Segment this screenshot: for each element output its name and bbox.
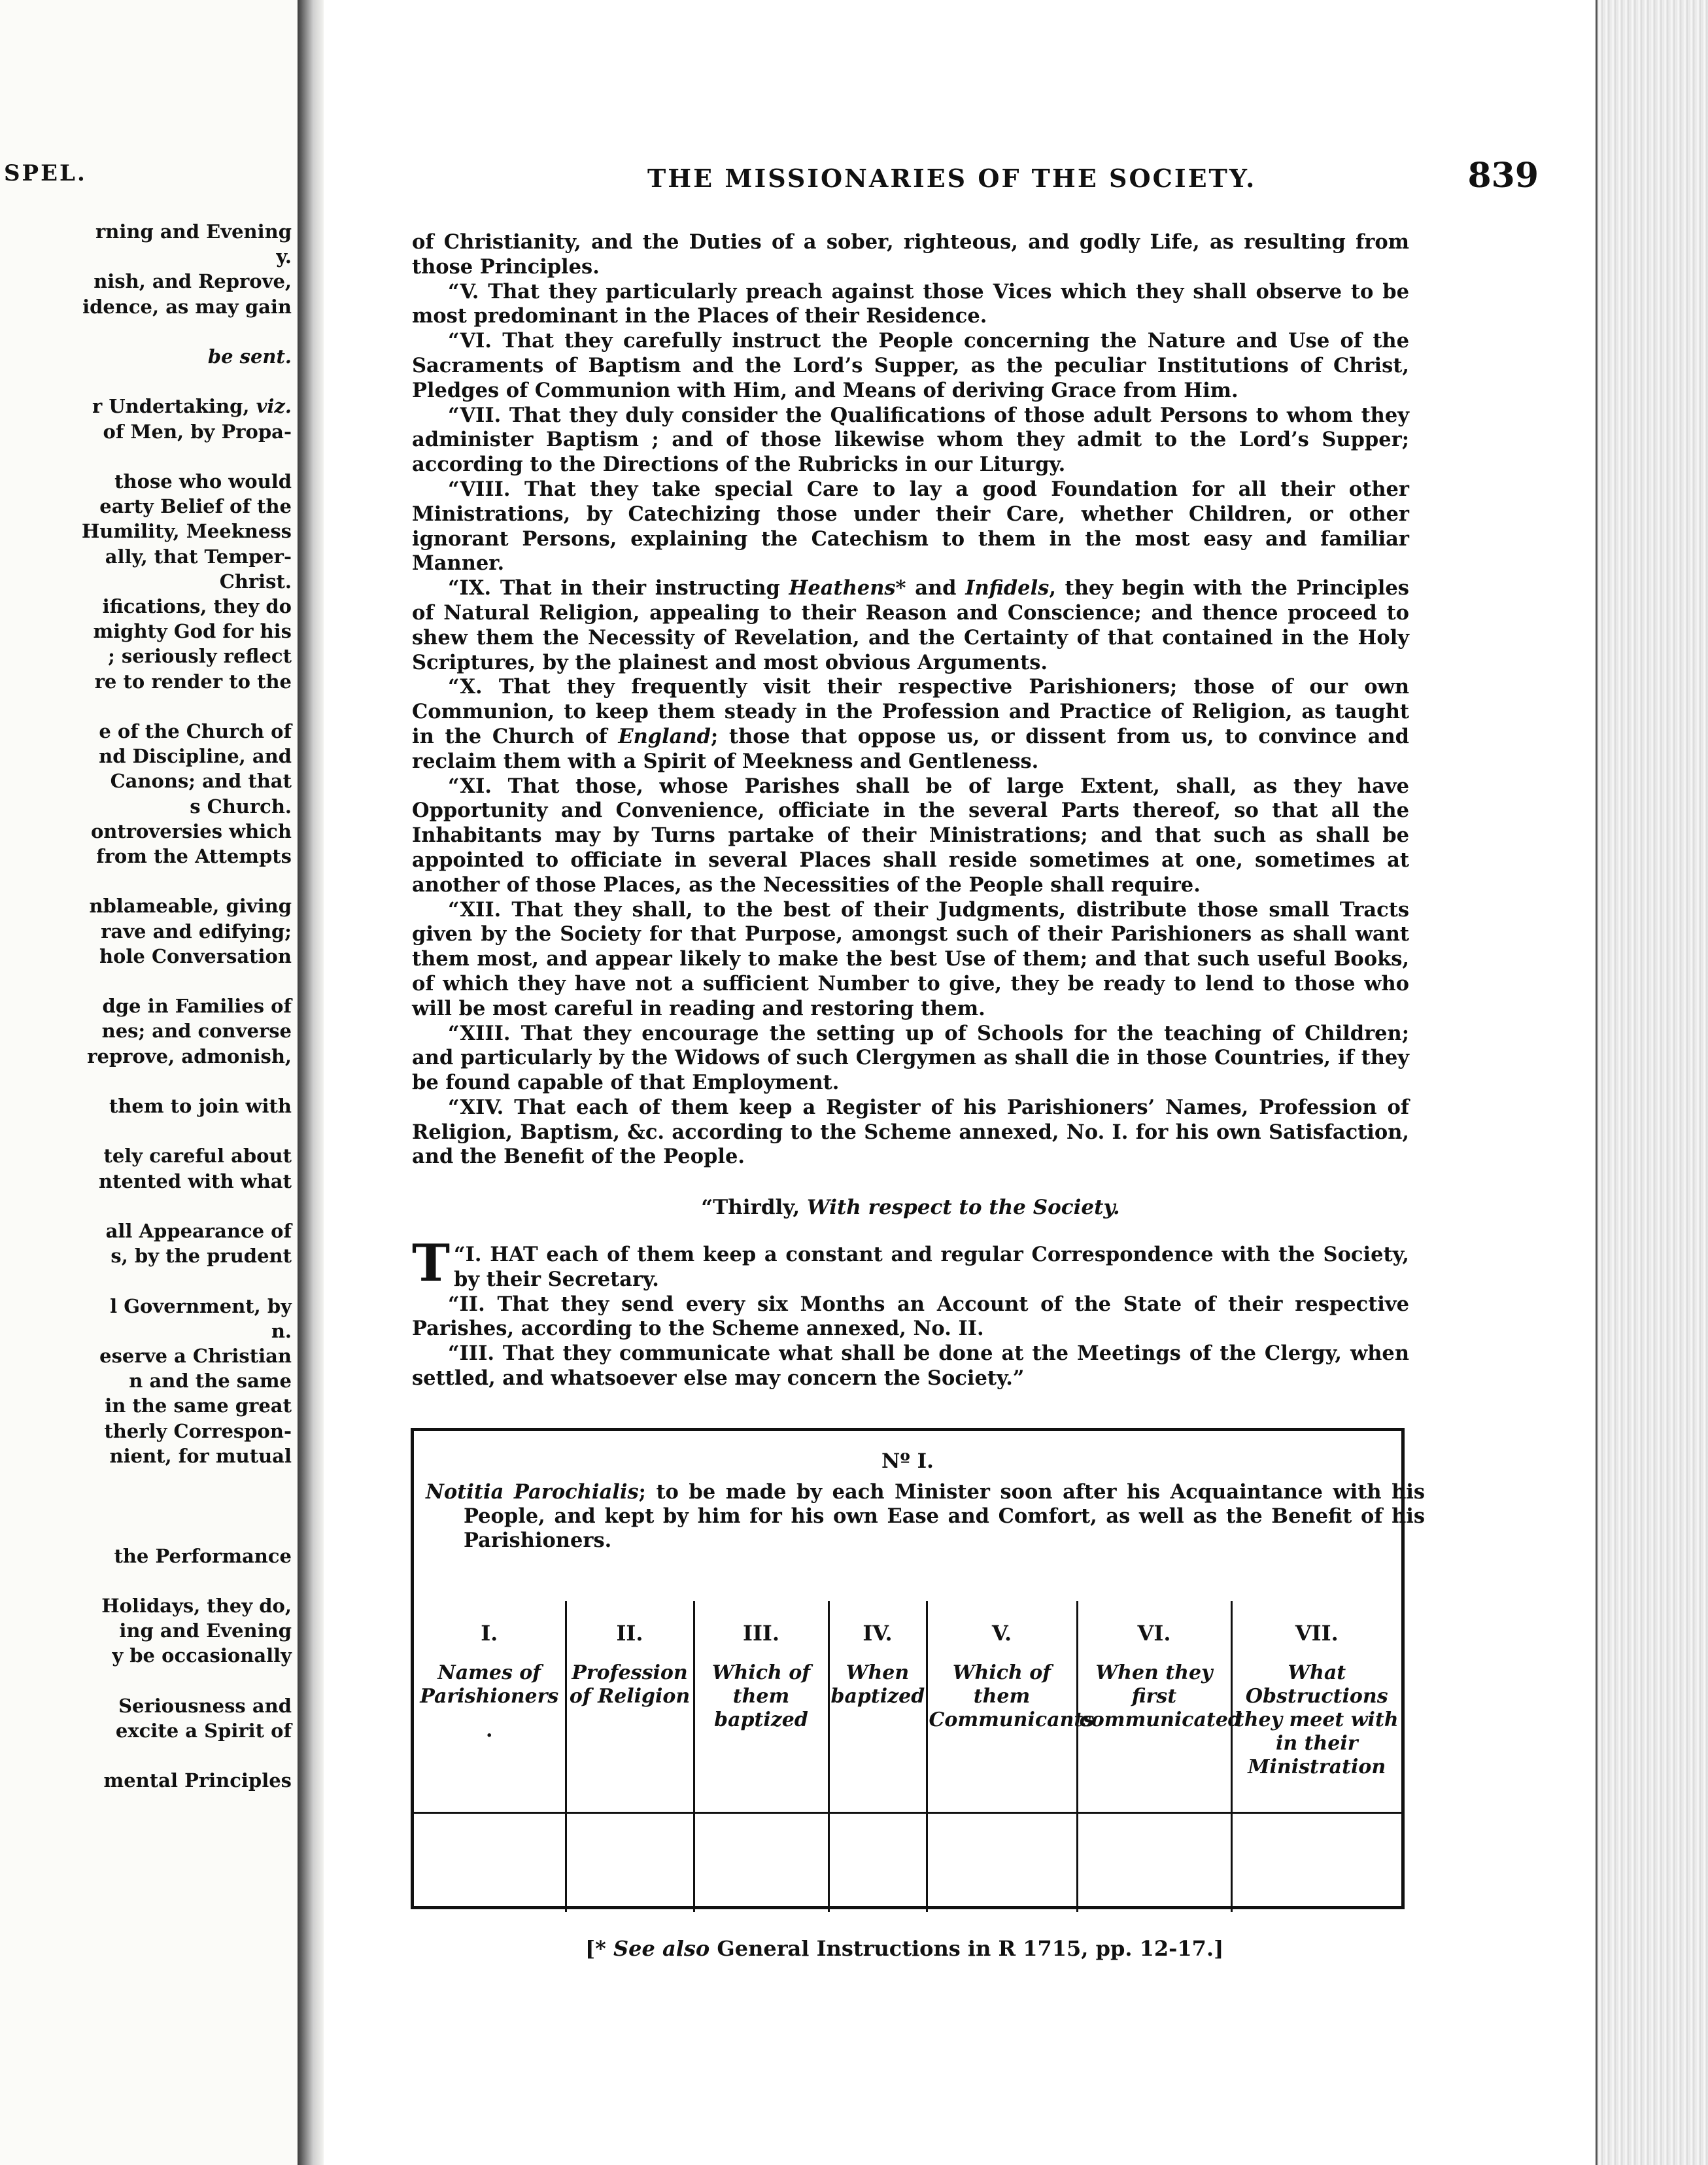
page-number: 839 (1467, 156, 1539, 196)
column-header: When baptized (828, 1656, 927, 1813)
column-header: Which of them baptized (694, 1656, 828, 1813)
paragraph: “VIII. That they take special Care to lay a good Foundation for all their other Ministrations, by Catechizing those under their Care, whether Children, or other ignorant Persons, explaining the Catechism to them in the most easy and familiar Manner. (412, 477, 1409, 576)
column-header (414, 1656, 566, 1813)
facing-page-line: them to join with (109, 1095, 292, 1117)
facing-page-line: reprove, admonish, (87, 1045, 292, 1067)
facing-page-line: tely careful about (103, 1145, 292, 1168)
facing-page-line: idence, as may gain (82, 295, 292, 318)
paragraph: “XIII. That they encourage the setting up of Schools for the teaching of Children; and particularly by the Widows of such Clergymen as shall die in those Countries, if they be found capable of that Employment. (412, 1021, 1409, 1095)
facing-page-line: in the same great (105, 1394, 292, 1417)
facing-page-line: all Appearance of (105, 1220, 292, 1242)
section-heading-italic: With respect to the Society. (806, 1196, 1120, 1219)
facing-page-line: the Performance (114, 1544, 292, 1567)
facing-page-line: n and the same (129, 1370, 292, 1393)
column-numeral: III. (694, 1601, 828, 1656)
notitia-form-box (411, 1428, 1425, 1909)
running-head: THE MISSIONARIES OF THE SOCIETY. (647, 164, 1257, 193)
facing-page-line: y. (276, 245, 292, 268)
paragraph: “XII. That they shall, to the best of their Judgments, distribute those small Tracts given by the Society for that Purpose, amongst such of their Parishioners as shall want them most, and appear likely to make the best Use of them; and that such useful Books, of which they have not a sufficient Number to give, they be ready to lend to those who will be most careful in reading and restoring them. (412, 897, 1409, 1020)
paragraph: “XIV. That each of them keep a Register of his Parishioners’ Names, Profession of Religion, Baptism, &c. according to the Scheme annexed, No. I. for his own Satisfaction, and the Benefit of the People. (412, 1095, 1409, 1169)
facing-page-line: y be occasionally (112, 1644, 292, 1667)
column-numeral: I. (481, 1621, 498, 1646)
facing-page-line: ontroversies which (90, 820, 292, 842)
facing-page-line: of Men, by Propa- (103, 420, 292, 443)
footnote (585, 1936, 1223, 1961)
paragraph: “V. That they particularly preach against those Vices which they shall observe to be most predominant in the Places of their Residence. (412, 279, 1409, 328)
form-description-text: ; to be made by each Minister soon after his Acquaintance with his People, and kept by him for his own Ease and Comfort, as well as the Benefit of his Parishioners. (464, 1480, 1425, 1552)
table-cell (414, 1813, 566, 1913)
column-numeral: VII. (1231, 1601, 1401, 1656)
paragraph-text: HAT each of them keep a constant and regular Correspondence with the Society, by their Secretary. (454, 1243, 1409, 1291)
facing-page-line: re to render to the (94, 670, 292, 693)
facing-page-line: be sent. (207, 345, 292, 368)
drop-cap: T (412, 1234, 451, 1293)
facing-page-line: Canons; and that (110, 770, 292, 793)
form-number: Nº I. (881, 1449, 934, 1473)
table-cell (1231, 1813, 1401, 1913)
facing-page-line: Holidays, they do, (101, 1595, 292, 1617)
facing-page-line: ; seriously reflect (108, 645, 292, 668)
form-description (426, 1480, 1425, 1553)
section-heading (412, 1196, 1409, 1219)
column-numeral: II. (566, 1601, 694, 1656)
facing-page-line: nes; and converse (101, 1020, 292, 1043)
paragraph-number: “I. (454, 1243, 482, 1266)
footnote-text: General Instructions in R 1715, pp. 12-17.] (717, 1936, 1224, 1961)
column-header: Which of them Communicants (927, 1656, 1077, 1813)
paragraph: “IX. That in their instructing Heathens* and Infidels, they begin with the Principles of Natural Religion, appealing to their Reason and Conscience; and thence proceed to shew them the Necessity of Revelation, and the Certainty of that contained in the Holy Scriptures, by the plainest and most obvious Arguments. (412, 576, 1409, 674)
facing-page-line: Seriousness and (118, 1694, 292, 1717)
facing-page-header: SPEL. (4, 160, 87, 186)
column-header: What Obstructions they meet with in their Ministration (1231, 1656, 1401, 1813)
paragraph: “II. That they send every six Months an Account of the State of their respective Parishes, according to the Scheme annexed, No. II. (412, 1292, 1409, 1341)
facing-page-line: earty Belief of the (99, 495, 292, 518)
facing-page-line: n. (271, 1319, 292, 1342)
facing-page-line: hole Conversation (99, 944, 292, 967)
body-text (412, 230, 1409, 1169)
society-instructions (412, 1234, 1409, 1391)
facing-page-line: nd Discipline, and (99, 745, 292, 768)
facing-page-line: rave and edifying; (101, 920, 292, 943)
facing-page-line: mighty God for his (93, 620, 292, 643)
footnote-italic: * See also (595, 1936, 710, 1961)
facing-page-line: those who would (114, 470, 292, 493)
entry-mark: · (486, 1724, 493, 1747)
main-page (327, 0, 1594, 2165)
column-header-text: Names of Parishioners (420, 1661, 559, 1708)
facing-page (0, 0, 301, 2165)
facing-page-line: from the Attempts (96, 845, 292, 867)
facing-page-line: ntented with what (98, 1169, 292, 1192)
facing-page-line: nblameable, giving (89, 895, 292, 918)
book-page-edges (1596, 0, 1708, 2165)
facing-page-line: rning and Evening (95, 220, 292, 243)
facing-page-line: r Undertaking, viz. (92, 395, 292, 418)
facing-page-line: e of the Church of (99, 720, 292, 742)
table-cell (927, 1813, 1077, 1913)
facing-page-line: ifications, they do (102, 595, 292, 617)
form-title: Notitia Parochialis (426, 1480, 639, 1504)
paragraph: “XI. That those, whose Parishes shall be of large Extent, shall, as they have Opportunity and Convenience, officiate in the several Parts thereof, so that all the Inhabitants may by Turns partake of their Ministrations; and that such as shall be appointed to officiate in several Places shall reside sometimes at one, sometimes at another of those Places, as the Necessities of the People shall require. (412, 774, 1409, 897)
facing-page-line: s, by the prudent (111, 1245, 292, 1268)
table-cell (694, 1813, 828, 1913)
paragraph: “VII. That they duly consider the Qualifications of those adult Persons to whom they administer Baptism ; and of those likewise whom they admit to the Lord’s Supper; according to the Directions of the Rubricks in our Liturgy. (412, 403, 1409, 477)
paragraph: “X. That they frequently visit their respective Parishioners; those of our own Communion, to keep them steady in the Profession and Practice of Religion, as taught in the Church of England; those that oppose us, or dissent from us, to convince and reclaim them with a Spirit of Meekness and Gentleness. (412, 675, 1409, 773)
register-table (414, 1601, 1401, 1912)
facing-page-line: s Church. (190, 795, 292, 818)
table-cell (566, 1813, 694, 1913)
facing-page-line: nish, and Reprove, (94, 270, 292, 293)
facing-page-line: l Government, by (110, 1294, 292, 1317)
facing-page-line: ally, that Temper- (105, 545, 292, 568)
column-numeral: IV. (828, 1601, 927, 1656)
paragraph (412, 1234, 1409, 1293)
facing-page-line: mental Principles (103, 1769, 292, 1792)
facing-page-line: eserve a Christian (99, 1345, 292, 1367)
facing-page-line: therly Correspon- (104, 1419, 292, 1442)
facing-page-line: dge in Families of (102, 995, 292, 1018)
facing-page-line: Christ. (219, 570, 292, 593)
column-header: Profession of Religion (566, 1656, 694, 1813)
column-header: When they first communicated (1077, 1656, 1231, 1813)
paragraph: “VI. That they carefully instruct the People concerning the Nature and Use of the Sacraments of Baptism and the Lord’s Supper, as the peculiar Institutions of Christ, Pledges of Communion with Him, and Means of deriving Grace from Him. (412, 329, 1409, 402)
paragraph: “III. That they communicate what shall be done at the Meetings of the Clergy, when settled, and whatsoever else may concern the Society.” (412, 1342, 1409, 1390)
table-cell (828, 1813, 927, 1913)
facing-page-line: ing and Evening (119, 1619, 292, 1642)
facing-page-line: Humility, Meekness (81, 520, 292, 543)
column-numeral: VI. (1077, 1601, 1231, 1656)
facing-page-line: excite a Spirit of (115, 1720, 292, 1742)
paragraph: of Christianity, and the Duties of a sober, righteous, and godly Life, as resulting from those Principles. (412, 230, 1409, 279)
footnote-bracket: [ (585, 1936, 596, 1961)
facing-page-line: nient, for mutual (109, 1444, 292, 1467)
book-gutter (298, 0, 324, 2165)
table-cell (1077, 1813, 1231, 1913)
section-heading-prefix: “Thirdly, (701, 1196, 800, 1219)
column-numeral: V. (927, 1601, 1077, 1656)
